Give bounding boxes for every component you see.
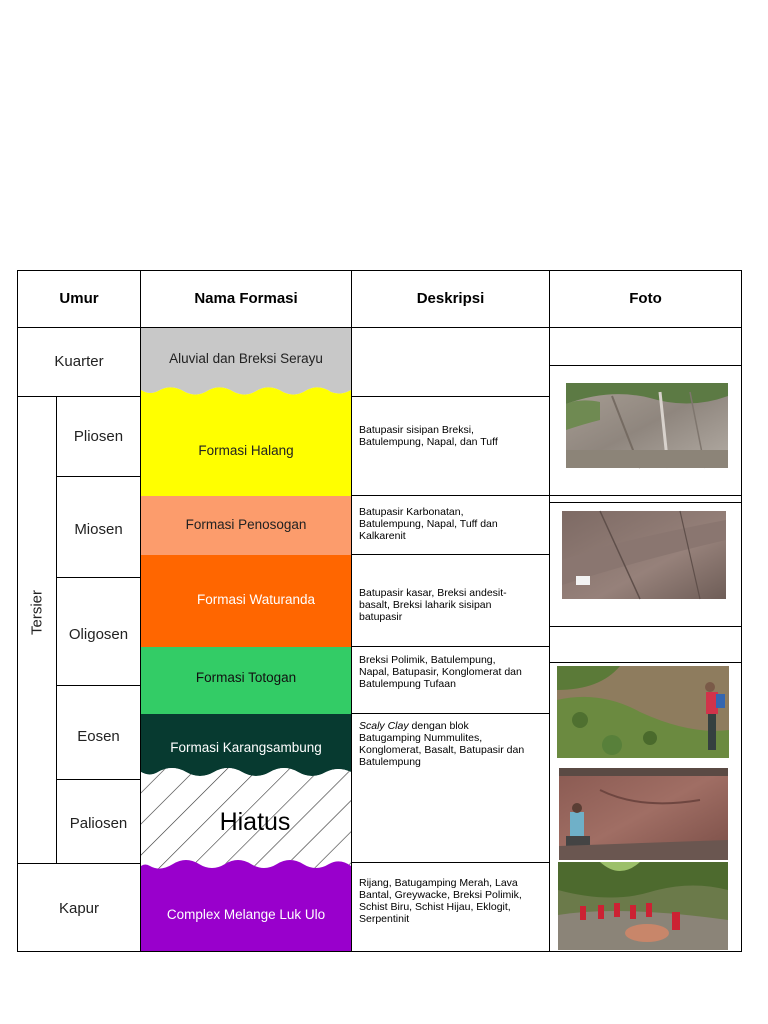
formation-melange: Complex Melange Luk Ulo: [166, 907, 326, 922]
photo-5: [558, 862, 728, 950]
photo-3: [557, 666, 729, 758]
description-penosogan: Batupasir Karbonatan, Batulempung, Napal, Tuff dan Kalkarenit: [359, 506, 498, 542]
formation-totogan: Formasi Totogan: [195, 670, 297, 685]
description-totogan: Breksi Polimik, Batulempung, Napal, Batupasir, Konglomerat dan Batulempung Tufaan: [359, 654, 522, 690]
epoch-oligosen: Oligosen: [68, 626, 129, 643]
halang-block: [141, 387, 351, 496]
header-foto: Foto: [629, 290, 662, 307]
formation-karangsambung: Formasi Karangsambung: [170, 740, 322, 755]
header-nama-formasi: Nama Formasi: [194, 290, 298, 307]
header-deskripsi: Deskripsi: [416, 290, 485, 307]
epoch-miosen: Miosen: [74, 521, 123, 538]
photo-2: [562, 511, 726, 599]
epoch-paliosen: Paliosen: [69, 815, 128, 832]
era-tersier: Tersier: [28, 590, 46, 636]
era-kapur: Kapur: [58, 900, 100, 917]
header-umur: Umur: [59, 290, 99, 307]
melange-block: [141, 860, 351, 951]
epoch-pliosen: Pliosen: [73, 428, 124, 445]
epoch-eosen: Eosen: [77, 728, 120, 745]
scaly-clay-term: Scaly Clay: [359, 720, 409, 732]
description-waturanda: Batupasir kasar, Breksi andesit- basalt, Breksi laharik sisipan batupasir: [359, 587, 507, 623]
description-halang: Batupasir sisipan Breksi, Batulempung, Napal, dan Tuff: [359, 424, 498, 448]
formation-penosogan: Formasi Penosogan: [185, 517, 307, 532]
photo-1: [566, 383, 728, 468]
formation-hiatus: Hiatus: [219, 808, 291, 836]
formation-aluvial: Aluvial dan Breksi Serayu: [169, 351, 323, 366]
description-karangsambung: Scaly Clay dengan blok Batugamping Nummulites, Konglomerat, Basalt, Batupasir dan Batulempung: [359, 720, 525, 768]
photo-4: [559, 768, 728, 860]
formation-waturanda: Formasi Waturanda: [196, 592, 316, 607]
era-kuarter: Kuarter: [54, 353, 104, 370]
formation-halang: Formasi Halang: [198, 443, 294, 458]
description-kapur: Rijang, Batugamping Merah, Lava Bantal, Greywacke, Breksi Polimik, Schist Biru, Schist Hijau, Eklogit, Serpentinit: [359, 877, 522, 925]
